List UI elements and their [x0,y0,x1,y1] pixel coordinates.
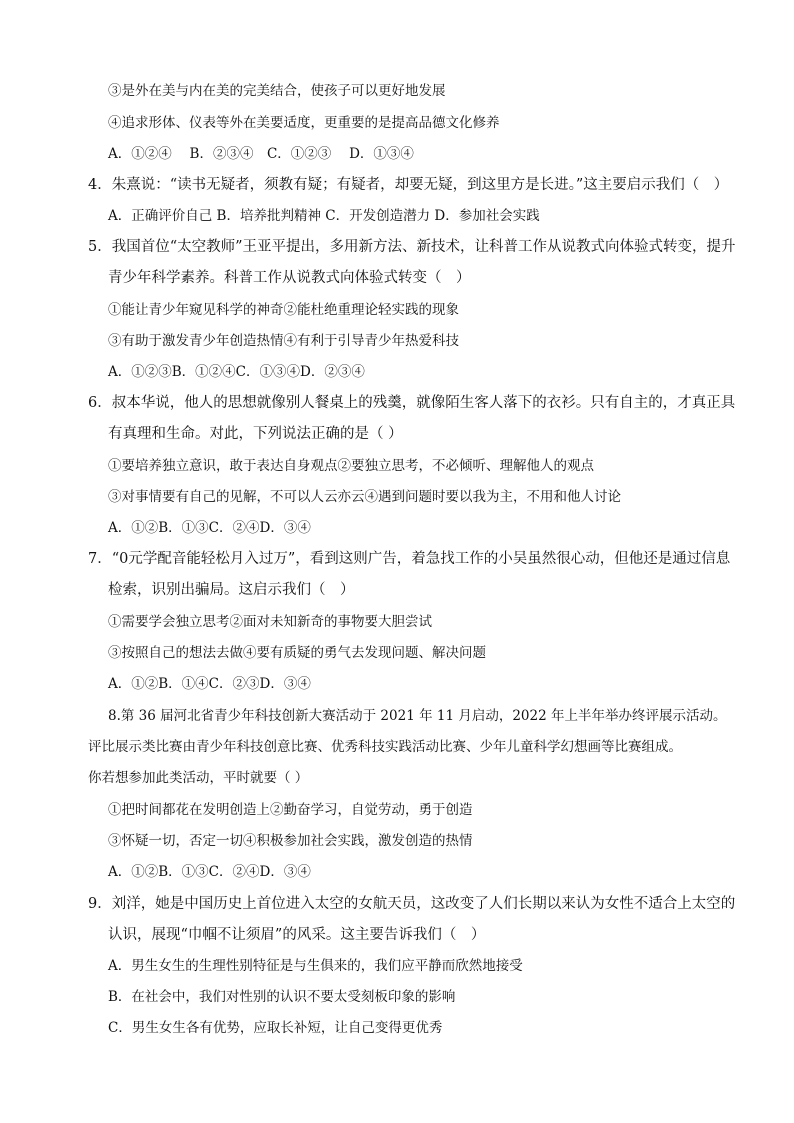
option-line: ①需要学会独立思考②面对未知新奇的事物要大胆尝试 [108,614,432,630]
question-8-stem-cont: 你若想参加此类活动，平时就要（ ） [88,770,309,786]
answer-choices: A．①②B．①③C．②④D．③④ [108,520,311,536]
question-6-stem: 6．叔本华说，他人的思想就像别人餐桌上的残羹，就像陌生客人落下的衣衫。只有自主的，才真正具 [88,395,736,411]
answer-choices: A．①②B．①④C．②③D．③④ [108,676,311,692]
question-4-stem: 4．朱熹说：“读书无疑者，须教有疑；有疑者，却要无疑，到这里方是长进。”这主要启示我们（ ） [88,177,729,193]
question-9-stem-cont: 认识，展现“巾帼不让须眉”的风采。这主要告诉我们（ ） [108,927,486,943]
question-9-stem: 9．刘洋，她是中国历史上首位进入太空的女航天员，这改变了人们长期以来认为女性不适合上太空的 [88,896,736,912]
option-line: ③怀疑一切，否定一切④积极参加社会实践，激发创造的热情 [108,833,473,849]
option-line: ③有助于激发青少年创造热情④有利于引导青少年热爱科技 [108,333,459,349]
answer-choices: A．①②④ B．②③④ C．①②③ D．①③④ [108,146,414,162]
option-line: ③是外在美与内在美的完美结合，使孩子可以更好地发展 [108,83,446,99]
question-5-stem: 5．我国首位“太空教师”王亚平提出，多用新方法、新技术，让科普工作从说教式向体验式转变，提升 [88,239,736,255]
question-8-stem-cont: 评比展示类比赛由青少年科技创意比赛、优秀科技实践活动比赛、少年儿童科学幻想画等比赛组成。 [88,739,682,755]
answer-choices: A．正确评价自己 B．培养批判精神 C．开发创造潜力 D．参加社会实践 [108,208,540,224]
option-line: ①要培养独立意识，敢于表达自身观点②要独立思考，不必倾听、理解他人的观点 [108,458,594,474]
answer-option-a: A．男生女生的生理性别特征是与生俱来的，我们应平静而欣然地接受 [108,958,523,974]
option-line: ③对事情要有自己的见解，不可以人云亦云④遇到问题时要以我为主，不用和他人讨论 [108,489,621,505]
answer-choices: A．①②B．①③C．②④D．③④ [108,864,311,880]
question-8-stem: 8.第 36 届河北省青少年科技创新大赛活动于 2021 年 11 月启动，2022 年上半年举办终评展示活动。 [108,708,727,724]
question-7-stem: 7．“0元学配音能轻松月入过万”，看到这则广告，着急找工作的小吴虽然很心动，但他还是通过信息 [88,551,731,567]
question-7-stem-cont: 检索，识别出骗局。这启示我们（ ） [108,582,355,598]
question-6-stem-cont: 有真理和生命。对此，下列说法正确的是（ ） [108,426,403,442]
question-5-stem-cont: 青少年科学素养。科普工作从说教式向体验式转变（ ） [108,270,471,286]
option-line: ③按照自己的想法去做④要有质疑的勇气去发现问题、解决问题 [108,645,486,661]
option-line: ④追求形体、仪表等外在美要适度，更重要的是提高品德文化修养 [108,115,500,131]
answer-option-c: C．男生女生各有优势，应取长补短，让自己变得更优秀 [108,1020,443,1036]
answer-choices: A．①②③B．①②④C．①③④D．②③④ [108,364,365,380]
option-line: ①能让青少年窥见科学的神奇②能杜绝重理论轻实践的现象 [108,302,459,318]
option-line: ①把时间都花在发明创造上②勤奋学习，自觉劳动，勇于创造 [108,802,473,818]
answer-option-b: B．在社会中，我们对性别的认识不要太受刻板印象的影响 [108,989,456,1005]
